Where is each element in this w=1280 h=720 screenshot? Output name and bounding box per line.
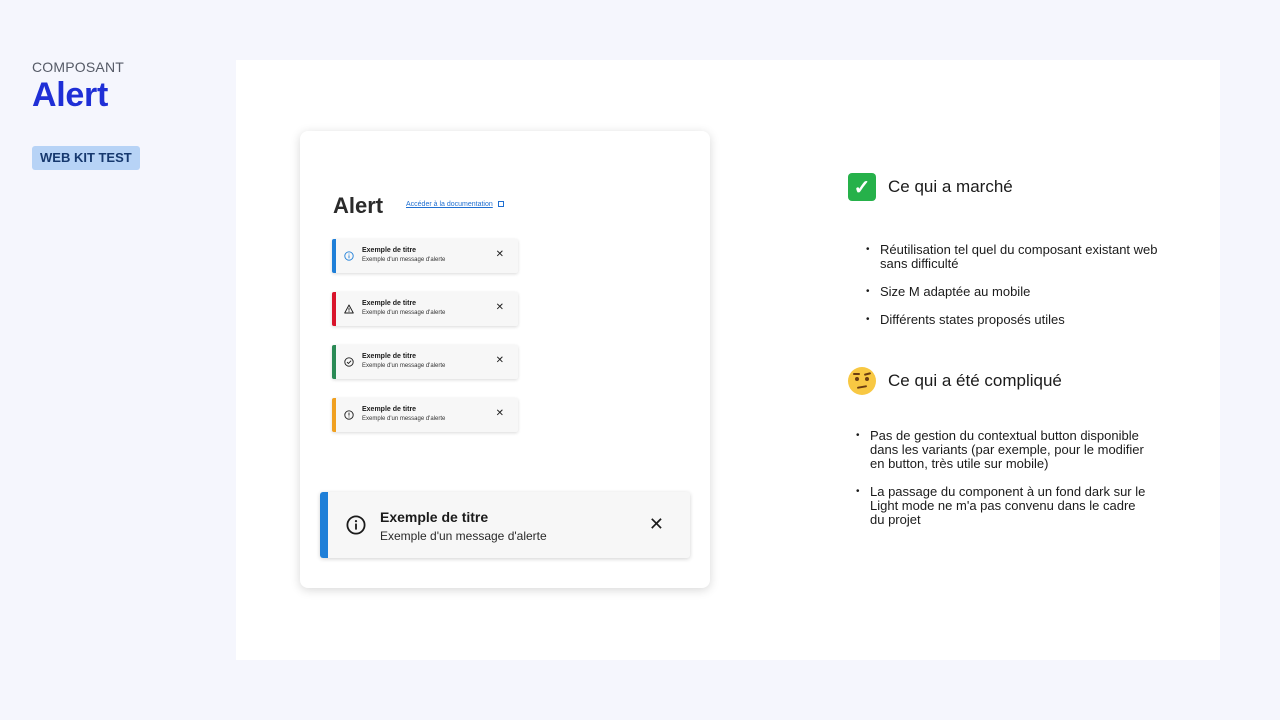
alert-accent-bar <box>332 292 336 326</box>
alert-title: Exemple de titre <box>362 247 417 254</box>
doc-preview <box>324 179 528 443</box>
worked-list <box>866 243 1166 341</box>
thinking-face-emoji-icon <box>848 367 876 395</box>
close-icon[interactable]: ✕ <box>495 408 504 419</box>
external-link-icon <box>498 201 504 207</box>
list-item: • Réutilisation tel quel du composant existant web sans difficulté <box>866 243 1166 271</box>
doc-title: Alert <box>333 193 384 218</box>
alert-circle-icon <box>344 410 354 420</box>
alert-title: Exemple de titre <box>362 406 417 413</box>
emoji-eye <box>865 377 869 381</box>
emoji-eye <box>855 377 859 381</box>
emoji-brow <box>864 372 871 376</box>
worked-title: Ce qui a marché <box>888 177 1013 196</box>
alert-accent-bar <box>332 398 336 432</box>
alert-accent-bar <box>320 492 328 558</box>
info-icon <box>344 251 354 261</box>
alert-title: Exemple de titre <box>380 509 489 525</box>
alert-message: Exemple d'un message d'alerte <box>362 363 446 369</box>
alert-warning-small <box>332 398 518 432</box>
preview-card <box>300 131 710 588</box>
alert-info-large <box>320 492 690 558</box>
slide-canvas <box>236 60 1220 660</box>
alert-info-small <box>332 239 518 273</box>
check-mark-emoji-icon: ✓ <box>848 173 876 201</box>
complicated-heading <box>848 367 1062 395</box>
complicated-list <box>856 429 1151 541</box>
alert-success-small <box>332 345 518 379</box>
alert-message: Exemple d'un message d'alerte <box>362 416 446 422</box>
page-title: Alert <box>32 76 108 114</box>
list-item: • Différents states proposés utiles <box>866 313 1166 327</box>
alert-message: Exemple d'un message d'alerte <box>362 257 446 263</box>
documentation-link[interactable] <box>406 201 504 208</box>
list-item: • La passage du component à un fond dark sur le Light mode ne m'a pas convenu dans le cadre du projet <box>856 485 1151 527</box>
list-item: • Pas de gestion du contextual button disponible dans les variants (par exemple, pour le modifier en button, très utile sur mobile) <box>856 429 1151 471</box>
alert-message: Exemple d'un message d'alerte <box>362 310 446 316</box>
alert-accent-bar <box>332 239 336 273</box>
close-icon[interactable]: ✕ <box>495 302 504 313</box>
close-icon[interactable]: ✕ <box>648 514 664 534</box>
alert-accent-bar <box>332 345 336 379</box>
alert-message: Exemple d'un message d'alerte <box>380 529 547 543</box>
alert-error-small <box>332 292 518 326</box>
warning-icon <box>344 304 354 314</box>
composant-label: COMPOSANT <box>32 59 125 75</box>
alert-title: Exemple de titre <box>362 353 417 360</box>
list-item: • Size M adaptée au mobile <box>866 285 1166 299</box>
emoji-mouth <box>857 385 867 389</box>
complicated-title: Ce qui a été compliqué <box>888 371 1062 390</box>
close-icon[interactable]: ✕ <box>495 355 504 366</box>
close-icon[interactable]: ✕ <box>495 249 504 260</box>
emoji-brow <box>853 373 860 375</box>
check-circle-icon <box>344 357 354 367</box>
info-icon <box>346 515 366 535</box>
documentation-link-label: Accéder à la documentation <box>406 201 493 208</box>
web-kit-badge: WEB KIT TEST <box>32 146 140 170</box>
alert-title: Exemple de titre <box>362 300 417 307</box>
worked-heading <box>848 173 1013 201</box>
